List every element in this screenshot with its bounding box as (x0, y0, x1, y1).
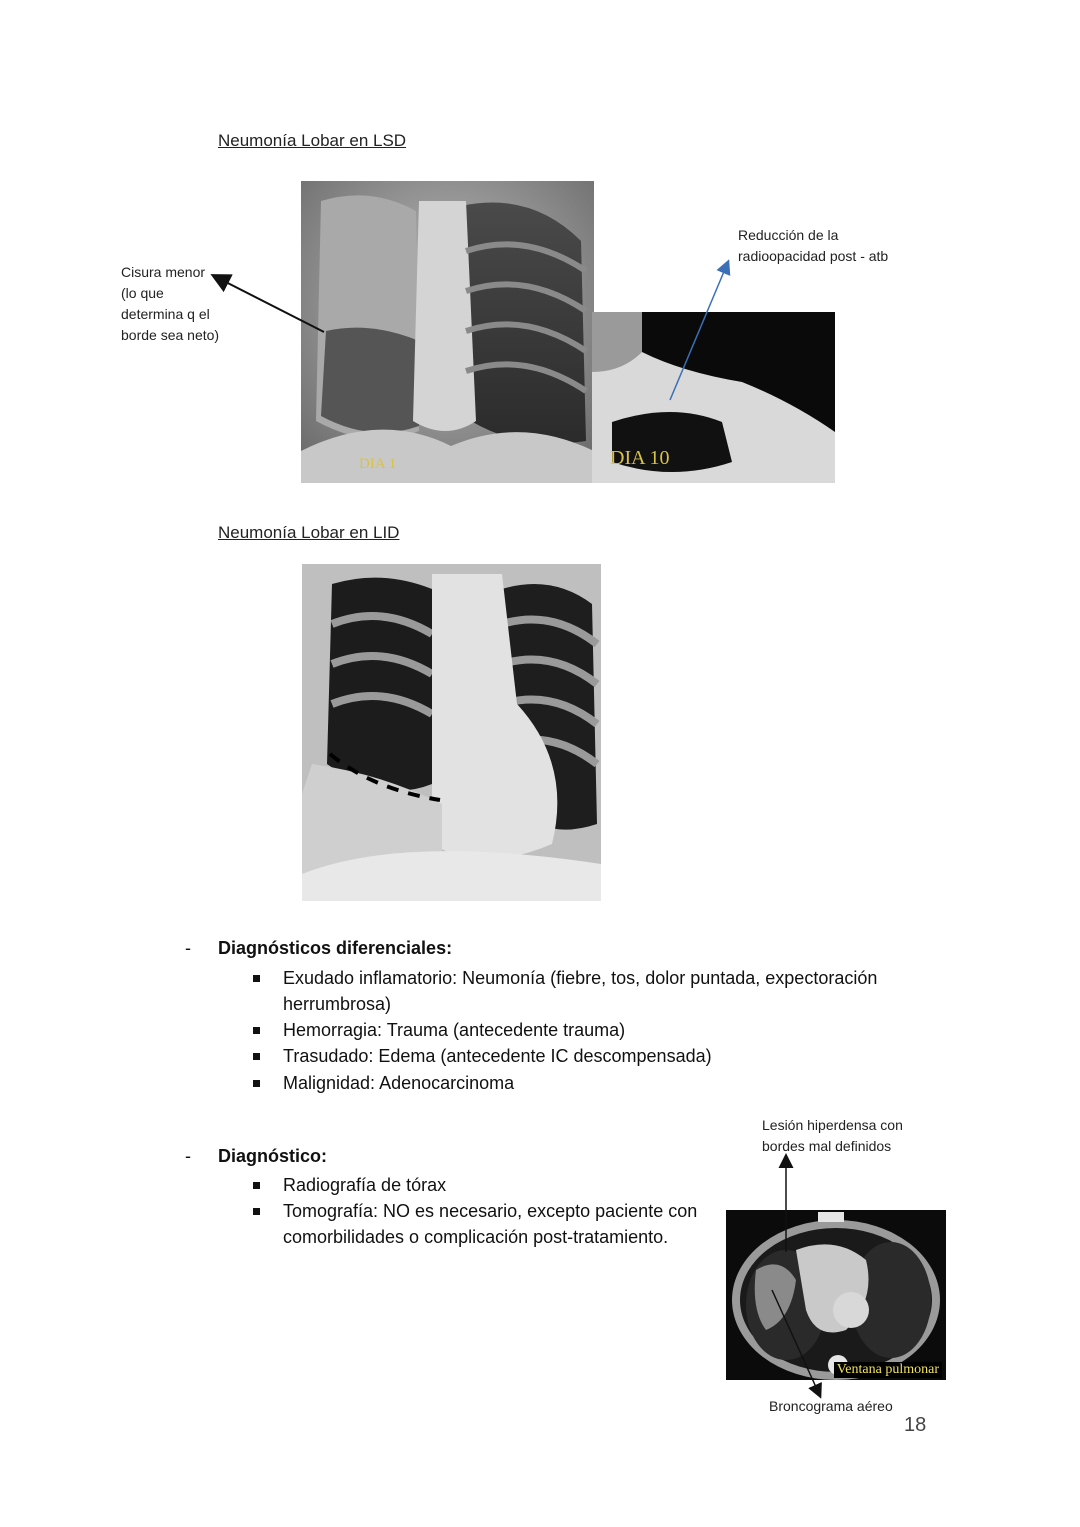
ct-arrows (700, 1140, 900, 1410)
bullet-icon (253, 1208, 260, 1215)
section-heading-lsd: Neumonía Lobar en LSD (218, 131, 407, 150)
page-number: 18 (904, 1414, 927, 1436)
annotation-line: borde sea neto) (121, 327, 220, 343)
annotation-line: Reducción de la (738, 227, 839, 243)
bullet-icon (253, 1053, 260, 1060)
differential-title: Diagnósticos diferenciales: (218, 938, 453, 958)
annotation-line: Cisura menor (121, 264, 206, 280)
xray-day10-label: DIA 10 (610, 447, 670, 469)
ct-bronchogram-annotation: Broncograma aéreo (769, 1398, 893, 1414)
bronchogram-arrow (772, 1290, 820, 1396)
reduction-arrow (670, 262, 728, 400)
bullet-icon (253, 1080, 260, 1087)
diagnosis-title: Diagnóstico: (218, 1146, 328, 1166)
list-dash: - (185, 1146, 191, 1166)
annotation-line: bordes mal definidos (762, 1138, 892, 1154)
bullet-icon (253, 1027, 260, 1034)
bullet-icon (253, 975, 260, 982)
cisura-arrow (214, 276, 324, 332)
list-dash: - (185, 938, 191, 958)
section-heading-lid: Neumonía Lobar en LID (218, 523, 400, 542)
section1-arrows (0, 0, 1080, 520)
xray-lid (302, 564, 601, 901)
annotation-line: (lo que (121, 285, 164, 301)
annotation-line: radioopacidad post - atb (738, 248, 889, 264)
annotation-line: determina q el (121, 306, 210, 322)
ct-window-label: Ventana pulmonar (834, 1362, 942, 1378)
annotation-line: Lesión hiperdensa con (762, 1117, 903, 1133)
xray-day1-label: DIA 1 (359, 456, 397, 472)
bullet-icon (253, 1182, 260, 1189)
